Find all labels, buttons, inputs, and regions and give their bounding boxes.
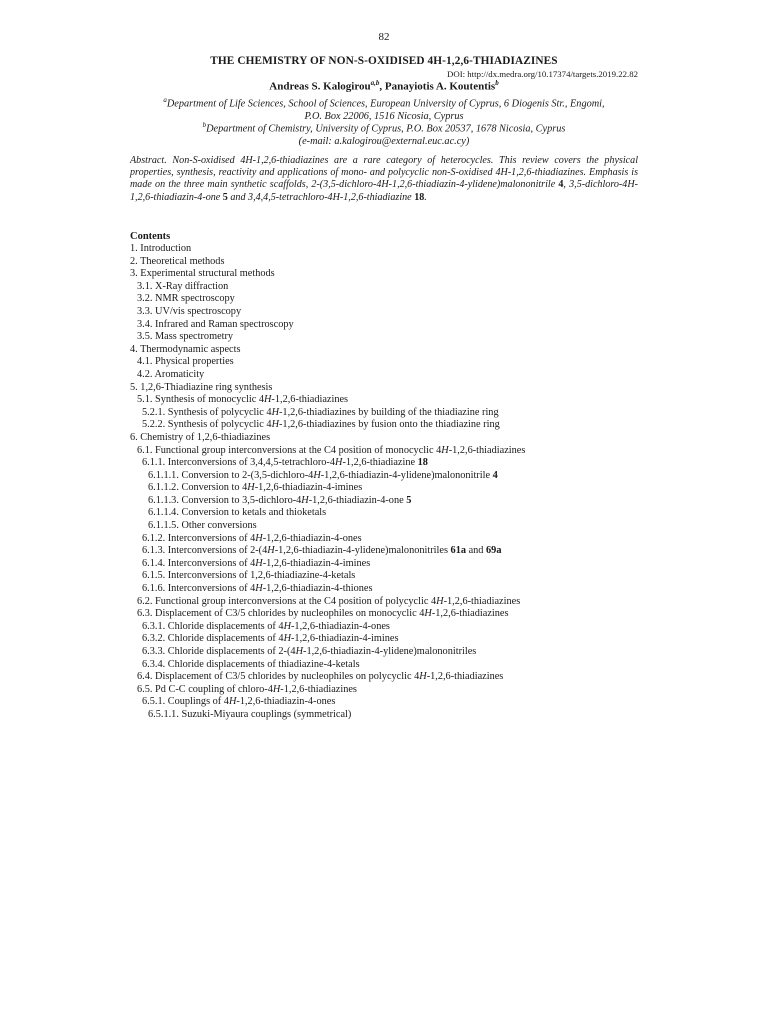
toc-text: 6.1. Functional group interconversions at the C4 position of monocyclic 4 [137, 444, 442, 456]
compound-number: 5 [406, 494, 412, 506]
affiliation-marker: b [202, 121, 207, 129]
toc-text: -1,2,6-thiadiazines by fusion onto the thiadiazine ring [279, 419, 500, 431]
toc-text: -1,2,6-thiadiazine [342, 457, 418, 469]
toc-text: 5.2.1. Synthesis of polycyclic 4 [142, 406, 272, 418]
toc-text: -1,2,6-thiadiazin-4-ones [291, 620, 390, 632]
toc-text: 6.1.4. Interconversions of 4 [142, 557, 256, 569]
toc-text-italic: H [295, 646, 304, 657]
toc-text: -1,2,6-thiadiazin-4-ones [236, 696, 336, 708]
toc-text: 6.5.1.1. Suzuki-Miyaura couplings (symmetrical) [148, 708, 352, 720]
toc-text-italic: H [228, 696, 237, 708]
toc-item[interactable] [130, 457, 650, 470]
abstract-label: Abstract. [130, 155, 167, 166]
toc-text: 6.1.2. Interconversions of 4 [142, 532, 256, 544]
author-separator: , [379, 80, 385, 93]
contents-heading: Contents [130, 231, 171, 242]
toc-item[interactable] [130, 633, 650, 646]
doi-link[interactable]: DOI: http://dx.medra.org/10.17374/targets.2019.22.82 [447, 69, 638, 79]
toc-item[interactable] [130, 520, 650, 533]
toc-item[interactable] [130, 495, 650, 508]
toc-text: 5.2.2. Synthesis of polycyclic 4 [142, 419, 272, 431]
contact-email[interactable]: (e-mail: a.kalogirou@external.euc.ac.cy) [298, 135, 470, 147]
affiliation-marker: a [163, 96, 167, 104]
toc-text: 3.4. Infrared and Raman spectroscopy [137, 318, 294, 330]
affiliation-marker: b [495, 79, 499, 87]
compound-number: 4 [492, 469, 498, 481]
toc-text: -1,2,6-thiadiazin-4-imines [291, 633, 399, 645]
toc-text-italic: H [255, 557, 263, 569]
toc-text-italic: H [263, 394, 272, 406]
toc-item[interactable] [130, 558, 650, 571]
toc-text: -1,2,6-thiadiazines [431, 608, 509, 620]
toc-text-italic: H [272, 683, 281, 695]
toc-text: -1,2,6-thiadiazin-4-ones [262, 532, 362, 544]
toc-text: 6.1.1. Interconversions of 3,4,4,5-tetrachloro-4 [142, 457, 336, 469]
toc-item[interactable] [130, 482, 650, 495]
toc-text: 6.5.1. Couplings of 4 [142, 696, 229, 708]
toc-text: -1,2,6-thiadiazin-4-imines [262, 557, 371, 569]
toc-item[interactable] [130, 419, 650, 432]
toc-text: 3.2. NMR spectroscopy [137, 293, 235, 305]
toc-text: 3.5. Mass spectrometry [137, 331, 234, 343]
toc-item[interactable] [130, 268, 650, 281]
toc-item[interactable] [130, 470, 650, 483]
toc-item[interactable] [130, 394, 650, 407]
affiliation-text: P.O. Box 22006, 1516 Nicosia, Cyprus [304, 110, 464, 122]
toc-text: -1,2,6-thiadiazines by building of the thiadiazine ring [279, 406, 499, 418]
toc-text: -1,2,6-thiadiazines [448, 444, 526, 456]
toc-text-italic: H [247, 482, 255, 494]
toc-text-italic: H [313, 469, 321, 481]
toc-text: 6.3.4. Chloride displacements of thiadiazine-4-ketals [142, 658, 360, 670]
toc-text: -1,2,6-thiadiazines [443, 595, 521, 607]
toc-text: 2. Theoretical methods [130, 255, 225, 267]
toc-text-italic: H [255, 583, 263, 595]
toc-text: -1,2,6-thiadiazines [271, 394, 349, 406]
toc-item[interactable] [130, 356, 650, 369]
toc-item[interactable] [130, 243, 650, 256]
toc-item[interactable] [130, 281, 650, 294]
toc-text-italic: H [255, 532, 263, 544]
toc-text: 6.1.1.3. Conversion to 3,5-dichloro-4 [148, 494, 302, 506]
toc-text: 6.3.2. Chloride displacements of 4 [142, 633, 284, 645]
toc-text-italic: H [271, 406, 279, 418]
page-number: 82 [378, 31, 390, 43]
toc-text: 6.1.5. Interconversions of 1,2,6-thiadiazine-4-ketals [142, 570, 356, 582]
toc-text: 6.1.1.5. Other conversions [148, 520, 257, 532]
affiliation-text: Department of Life Sciences, School of Sciences, European University of Cyprus, 6 Diogenis Str., Engomi, [166, 98, 605, 110]
toc-text: 4.2. Aromaticity [137, 368, 205, 380]
toc-text-italic: H [301, 494, 309, 506]
author-name: Panayiotis A. Koutentis [384, 80, 496, 93]
toc-text-italic: H [441, 444, 449, 456]
toc-text: -1,2,6-thiadiazines [280, 683, 357, 695]
affiliation-b [130, 119, 638, 148]
toc-text: 6.1.1.1. Conversion to 2-(3,5-dichloro-4 [148, 469, 314, 481]
toc-text: 6.4. Displacement of C3/5 chlorides by nucleophiles on polycyclic 4 [137, 671, 420, 683]
toc-item[interactable] [130, 596, 650, 609]
toc-text: 6.1.1.2. Conversion to 4 [148, 482, 248, 494]
toc-item[interactable] [130, 407, 650, 420]
toc-item[interactable] [130, 621, 650, 634]
toc-text: 1. Introduction [130, 243, 192, 254]
toc-item[interactable] [130, 432, 650, 445]
toc-item[interactable] [130, 545, 650, 558]
toc-text: 3.3. UV/vis spectroscopy [137, 305, 242, 317]
toc-text: -1,2,6-thiadiazin-4-one [308, 494, 407, 506]
compound-number: 5 [222, 191, 228, 203]
toc-text: 6.1.1.4. Conversion to ketals and thioketals [148, 507, 327, 519]
toc-text: 6.1.3. Interconversions of 2-(4 [142, 545, 268, 557]
toc-text: 6.2. Functional group interconversions at the C4 position of polycyclic 4 [137, 595, 437, 607]
toc-text: 5.1. Synthesis of monocyclic 4 [137, 394, 264, 406]
toc-text: 6.3.1. Chloride displacements of 4 [142, 620, 284, 632]
authors-line [0, 79, 768, 93]
compound-number: 18 [414, 191, 425, 203]
toc-text-italic: H [283, 620, 291, 632]
author-name: Andreas S. Kalogirou [269, 80, 371, 93]
article-title: THE CHEMISTRY OF NON-S-OXIDISED 4H-1,2,6-THIADIAZINES [210, 55, 558, 67]
toc-item[interactable] [130, 445, 650, 458]
toc-text: -1,2,6-thiadiazin-4-ylidene)malononitriles [303, 646, 477, 657]
toc-text: 3. Experimental structural methods [130, 268, 275, 280]
toc-text: 3.1. X-Ray diffraction [137, 280, 229, 292]
toc-text: -1,2,6-thiadiazin-4-thiones [262, 583, 373, 595]
toc-text-italic: H [267, 545, 275, 557]
toc-item[interactable] [130, 671, 650, 684]
toc-text: 5. 1,2,6-Thiadiazine ring synthesis [130, 381, 273, 393]
toc-text-italic: H [271, 419, 279, 431]
toc-item[interactable] [130, 608, 650, 621]
toc-item[interactable] [130, 256, 650, 269]
toc-text: -1,2,6-thiadiazin-4-ylidene)malononitrile [320, 469, 493, 481]
toc-item[interactable] [130, 684, 650, 697]
abstract-text: and 3,4,4,5-tetrachloro-4H-1,2,6-thiadiazine [227, 191, 415, 203]
toc-item[interactable] [130, 533, 650, 546]
abstract-text: Non-S-oxidised 4H-1,2,6-thiadiazines are a rare category of heterocycles. This review covers the physical properties, synthesis, reactivity and applications of mono- and polycyclic non-S-oxidised 4H-1,2,6-thiadiazines. Emphasis is made on the three main synthetic scaffolds, 2-(3,5-dichloro-4H-1,2,6-thiadiazin-4-ylidene)malononitrile [130, 155, 638, 191]
toc-item[interactable] [130, 369, 650, 382]
toc-text: 4. Thermodynamic aspects [130, 343, 241, 355]
toc-text-italic: H [436, 595, 444, 607]
toc-item[interactable] [130, 696, 650, 709]
toc-item[interactable] [130, 293, 650, 306]
affiliation-text: Department of Chemistry, University of Cyprus, P.O. Box 20537, 1678 Nicosia, Cyprus [206, 123, 566, 135]
toc-text: -1,2,6-thiadiazines [426, 671, 504, 683]
affiliation-marker: a,b [370, 79, 380, 87]
toc-item[interactable] [130, 583, 650, 596]
compound-number: 18 [417, 457, 428, 469]
toc-item[interactable] [130, 646, 650, 659]
table-of-contents [130, 243, 650, 722]
toc-item[interactable] [130, 344, 650, 357]
toc-text-italic: H [419, 671, 427, 683]
compound-number: 61a [450, 545, 466, 557]
toc-item[interactable] [130, 319, 650, 332]
abstract-text: , 3,5-dichloro-4H-1,2,6-thiadiazin-4-one [130, 179, 638, 203]
toc-item[interactable] [130, 659, 650, 672]
toc-text: 6.1.6. Interconversions of 4 [142, 583, 256, 595]
compound-number: 4 [558, 179, 564, 191]
toc-text-italic: H [283, 633, 291, 645]
abstract-text: . [424, 191, 427, 203]
abstract [130, 155, 638, 204]
toc-text: -1,2,6-thiadiazin-4-imines [254, 482, 363, 494]
toc-text: -1,2,6-thiadiazin-4-ylidene)malononitriles [274, 545, 451, 557]
toc-item[interactable] [130, 306, 650, 319]
toc-text-italic: H [335, 457, 343, 469]
toc-text: 6.5. Pd C-C coupling of chloro-4 [137, 683, 273, 695]
toc-text: 4.1. Physical properties [137, 356, 234, 368]
toc-text-italic: H [424, 608, 432, 620]
toc-text: and [466, 545, 487, 557]
toc-text: 6.3. Displacement of C3/5 chlorides by nucleophiles on monocyclic 4 [137, 608, 425, 620]
toc-item[interactable] [130, 570, 650, 583]
toc-item[interactable] [130, 709, 650, 722]
compound-number: 69a [486, 545, 502, 557]
toc-text: 6. Chemistry of 1,2,6-thiadiazines [130, 431, 271, 443]
toc-item[interactable] [130, 331, 650, 344]
toc-text: 6.3.3. Chloride displacements of 2-(4 [142, 646, 296, 657]
toc-item[interactable] [130, 382, 650, 395]
toc-item[interactable] [130, 507, 650, 520]
